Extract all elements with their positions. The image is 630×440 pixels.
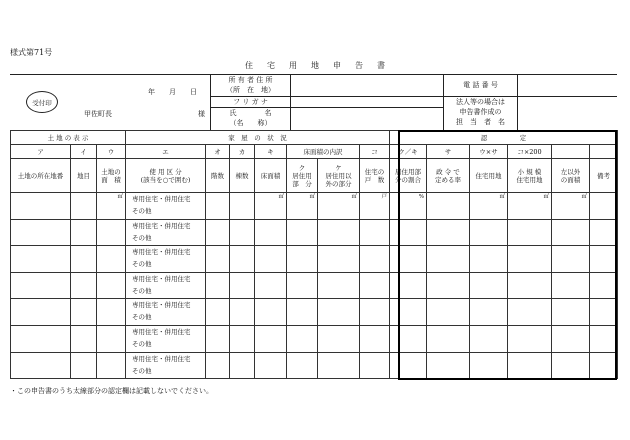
table-row [11, 219, 618, 246]
cell-small-land [508, 219, 552, 246]
cell-location[interactable] [11, 246, 71, 273]
cell-land-area[interactable] [97, 299, 126, 326]
cell-stories[interactable] [206, 193, 230, 220]
cell-chimoku[interactable] [71, 299, 97, 326]
cell-residential[interactable] [287, 246, 318, 273]
date-label: 年 月 日 [148, 88, 197, 96]
table-row [11, 246, 618, 273]
table-row [11, 352, 618, 379]
header-land-area: 土地の 面 積 [97, 159, 126, 193]
cell-rate [427, 193, 470, 220]
cell-remarks [590, 352, 618, 379]
cell-usage[interactable]: 専用住宅・併用住宅 その他 [126, 325, 206, 352]
cell-ratio [390, 272, 427, 299]
cell-buildings[interactable] [230, 352, 255, 379]
header-usage: 使 用 区 分 (該当を○で囲む) [126, 159, 206, 193]
cell-residential-land: ㎡ [470, 193, 508, 220]
cell-stories[interactable] [206, 299, 230, 326]
table-row [11, 325, 618, 352]
letter-a: ア [11, 145, 71, 159]
cell-buildings[interactable] [230, 299, 255, 326]
cell-units[interactable] [360, 352, 390, 379]
form-number: 様式第71号 [10, 48, 53, 57]
cell-ratio [390, 325, 427, 352]
header-location: 土地の所在地番 [11, 159, 71, 193]
section-nintei: 認 定 [390, 131, 618, 145]
furigana-label: フ リ ガ ナ [233, 98, 268, 106]
cell-nonresidential[interactable]: ㎡ [318, 193, 360, 220]
cell-floor-area[interactable] [255, 246, 287, 273]
letter-u: ウ [97, 145, 126, 159]
cell-floor-area[interactable] [255, 272, 287, 299]
table-row [11, 193, 618, 220]
cell-units[interactable] [360, 299, 390, 326]
cell-land-area[interactable] [97, 352, 126, 379]
owner-name-field[interactable] [291, 108, 443, 130]
section-house: 家 屋 の 状 況 [126, 131, 390, 145]
corp-note-1: 法人等の場合は [456, 98, 505, 106]
cell-chimoku[interactable] [71, 246, 97, 273]
cell-small-land [508, 272, 552, 299]
cell-nonresidential[interactable] [318, 272, 360, 299]
letter-kox200: コ×200 [508, 145, 552, 159]
cell-location[interactable] [11, 272, 71, 299]
cell-remarks [590, 219, 618, 246]
cell-location[interactable] [11, 299, 71, 326]
cell-floor-area[interactable] [255, 299, 287, 326]
cell-remarks [590, 193, 618, 220]
cell-nonresidential[interactable] [318, 352, 360, 379]
cell-chimoku[interactable] [71, 325, 97, 352]
cell-land-area[interactable] [97, 246, 126, 273]
cell-units[interactable] [360, 219, 390, 246]
cell-buildings[interactable] [230, 325, 255, 352]
header-remarks: 備考 [590, 159, 618, 193]
cell-remarks [590, 325, 618, 352]
cell-buildings[interactable] [230, 219, 255, 246]
cell-rate [427, 272, 470, 299]
header-residential: ク 居住用 部 分 [287, 159, 318, 193]
cell-other-area [552, 272, 590, 299]
cell-residential-land [470, 272, 508, 299]
letter-i: イ [71, 145, 97, 159]
form-title: 住宅用地申告書 [245, 61, 399, 70]
owner-location-label: （所 在 地） [226, 86, 275, 94]
cell-usage[interactable]: 専用住宅・併用住宅 その他 [126, 246, 206, 273]
header-chimoku: 地目 [71, 159, 97, 193]
cell-nonresidential[interactable] [318, 219, 360, 246]
cell-stories[interactable] [206, 325, 230, 352]
cell-stories[interactable] [206, 246, 230, 273]
header-ratio: 居住用部 分の割合 [390, 159, 427, 193]
cell-other-area [552, 219, 590, 246]
cell-buildings[interactable] [230, 272, 255, 299]
cell-stories[interactable] [206, 272, 230, 299]
cell-location[interactable] [11, 325, 71, 352]
cell-chimoku[interactable] [71, 219, 97, 246]
cell-units[interactable] [360, 272, 390, 299]
header-units: 住宅の 戸 数 [360, 159, 390, 193]
cell-buildings[interactable] [230, 246, 255, 273]
header-rate: 政 令 で 定める率 [427, 159, 470, 193]
cell-location[interactable] [11, 193, 71, 220]
cell-remarks [590, 246, 618, 273]
cell-chimoku[interactable] [71, 193, 97, 220]
letter-ko: コ [360, 145, 390, 159]
cell-usage[interactable]: 専用住宅・併用住宅 その他 [126, 193, 206, 220]
cell-land-area[interactable] [97, 272, 126, 299]
cell-rate [427, 219, 470, 246]
cell-small-land: ㎡ [508, 193, 552, 220]
cell-other-area [552, 246, 590, 273]
letter-e: エ [126, 145, 206, 159]
cell-ratio [390, 219, 427, 246]
cell-residential[interactable] [287, 325, 318, 352]
cell-units[interactable] [360, 246, 390, 273]
cell-rate [427, 325, 470, 352]
cell-ratio [390, 352, 427, 379]
cell-floor-area[interactable] [255, 325, 287, 352]
cell-small-land [508, 352, 552, 379]
corp-note-3: 担 当 者 名 [456, 118, 505, 126]
furigana-field[interactable] [291, 97, 443, 107]
cell-residential-land [470, 325, 508, 352]
mayor-label: 甲佐町長 [84, 110, 112, 118]
cell-nonresidential[interactable] [318, 246, 360, 273]
cell-rate [427, 246, 470, 273]
cell-land-area[interactable] [97, 219, 126, 246]
footnote: ・この申告書のうち太線部分の認定欄は記載しないでください。 [10, 387, 213, 395]
cell-land-area[interactable]: ㎡ [97, 193, 126, 220]
cell-ratio [390, 299, 427, 326]
cell-residential[interactable]: ㎡ [287, 193, 318, 220]
cell-rate [427, 299, 470, 326]
cell-other-area: ㎡ [552, 193, 590, 220]
corp-note-2: 申告書作成の [459, 108, 502, 116]
cell-units[interactable] [360, 325, 390, 352]
cell-remarks [590, 272, 618, 299]
cell-residential-land [470, 246, 508, 273]
header-floor-area: 床面積 [255, 159, 287, 193]
cell-other-area [552, 325, 590, 352]
cell-nonresidential[interactable] [318, 325, 360, 352]
table-row [11, 299, 618, 326]
header-stories: 階数 [206, 159, 230, 193]
cell-location[interactable] [11, 219, 71, 246]
cell-stories[interactable] [206, 352, 230, 379]
land-table [10, 130, 618, 379]
cell-chimoku[interactable] [71, 352, 97, 379]
owner-address-label: 所 有 者 住 所 [228, 76, 273, 84]
cell-stories[interactable] [206, 219, 230, 246]
cell-residential[interactable] [287, 352, 318, 379]
header-other-area: 左以外 の面積 [552, 159, 590, 193]
header-buildings: 棟数 [230, 159, 255, 193]
cell-floor-area[interactable] [255, 219, 287, 246]
cell-ratio [390, 246, 427, 273]
cell-usage[interactable]: 専用住宅・併用住宅 その他 [126, 352, 206, 379]
letter-kuki: ク／キ [390, 145, 427, 159]
letter-o: オ [206, 145, 230, 159]
cell-small-land [508, 246, 552, 273]
cell-residential[interactable] [287, 219, 318, 246]
floor-breakdown-label: 床面積の内訳 [287, 145, 360, 159]
cell-floor-area[interactable]: ㎡ [255, 193, 287, 220]
cell-rate [427, 352, 470, 379]
contact-person-field[interactable] [518, 97, 617, 130]
name-label: 氏 名 [229, 109, 272, 117]
section-land: 土 地 の 表 示 [11, 131, 126, 145]
cell-usage[interactable]: 専用住宅・併用住宅 その他 [126, 299, 206, 326]
cell-floor-area[interactable] [255, 352, 287, 379]
cell-usage[interactable]: 専用住宅・併用住宅 その他 [126, 272, 206, 299]
letter-uxsa: ウ×サ [470, 145, 508, 159]
cell-other-area [552, 299, 590, 326]
table-row [11, 272, 618, 299]
cell-ratio: % [390, 193, 427, 220]
cell-units[interactable]: 戸 [360, 193, 390, 220]
cell-small-land [508, 325, 552, 352]
cell-residential[interactable] [287, 299, 318, 326]
cell-chimoku[interactable] [71, 272, 97, 299]
sama-label: 様 [198, 110, 205, 118]
header-nonresidential: ケ 居住用以 外の部分 [318, 159, 360, 193]
reception-stamp: 受付印 [26, 91, 58, 113]
header-small-land: 小 規 模 住宅用地 [508, 159, 552, 193]
header-residential-land: 住宅用地 [470, 159, 508, 193]
cell-land-area[interactable] [97, 325, 126, 352]
cell-small-land [508, 299, 552, 326]
owner-address-field[interactable] [291, 75, 443, 96]
cell-residential-land [470, 219, 508, 246]
cell-residential-land [470, 299, 508, 326]
cell-residential-land [470, 352, 508, 379]
cell-remarks [590, 299, 618, 326]
cell-residential[interactable] [287, 272, 318, 299]
cell-nonresidential[interactable] [318, 299, 360, 326]
company-name-label: （名 称） [229, 119, 272, 127]
letter-ka: カ [230, 145, 255, 159]
cell-location[interactable] [11, 352, 71, 379]
cell-usage[interactable]: 専用住宅・併用住宅 その他 [126, 219, 206, 246]
phone-field[interactable] [518, 75, 617, 96]
phone-label: 電 話 番 号 [463, 81, 498, 89]
letter-sa: サ [427, 145, 470, 159]
letter-ki: キ [255, 145, 287, 159]
cell-other-area [552, 352, 590, 379]
cell-buildings[interactable] [230, 193, 255, 220]
